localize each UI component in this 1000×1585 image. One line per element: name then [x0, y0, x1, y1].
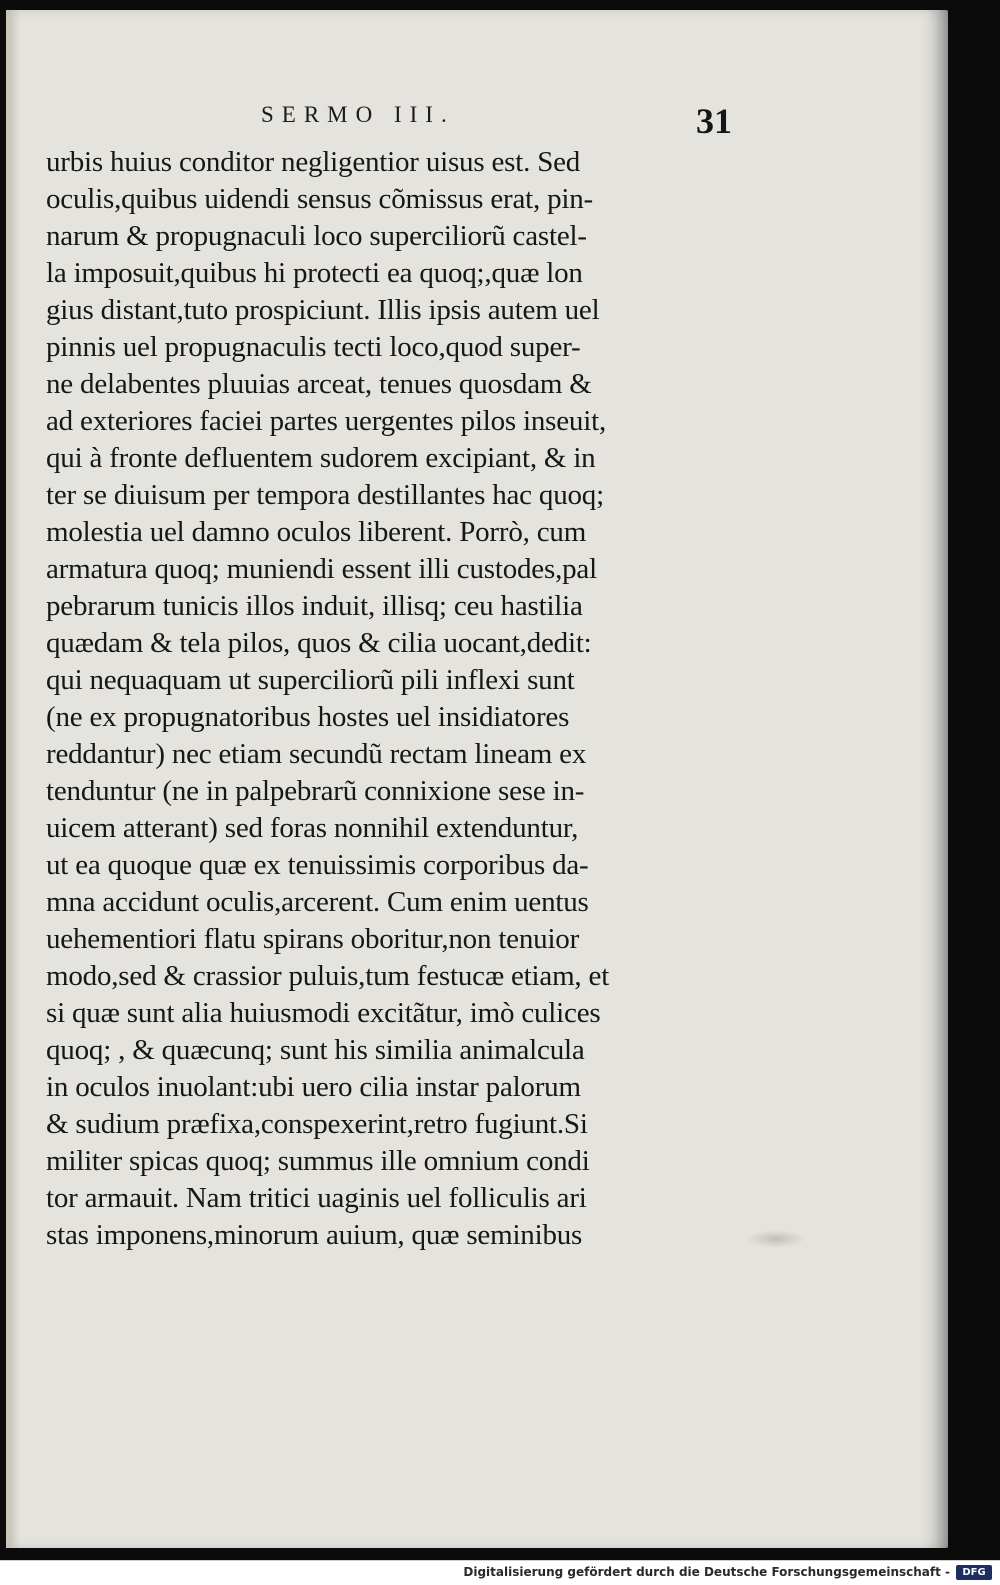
- body-text: [46, 144, 706, 1254]
- text-line: tenduntur (ne in palpebrarũ connixione sese in-: [46, 775, 585, 807]
- text-line: tor armauit. Nam tritici uaginis uel folliculis ari: [46, 1182, 587, 1214]
- page-number: 31: [696, 101, 732, 141]
- text-line: mna accidunt oculis,arcerent. Cum enim uentus: [46, 886, 589, 918]
- text-line: militer spicas quoq; summus ille omnium condi: [46, 1145, 590, 1177]
- dfg-logo-icon: DFG: [956, 1565, 992, 1580]
- text-line: ne delabentes pluuias arceat, tenues quosdam &: [46, 368, 592, 400]
- text-line: ad exteriores faciei partes uergentes pilos inseuit,: [46, 405, 606, 437]
- text-line: quoq; , & quæcunq; sunt his similia animalcula: [46, 1034, 585, 1066]
- text-line: pinnis uel propugnaculis tecti loco,quod super-: [46, 331, 581, 363]
- text-line: oculis,quibus uidendi sensus cõmissus erat, pin-: [46, 183, 593, 215]
- text-line: molestia uel damno oculos liberent. Porrò, cum: [46, 516, 587, 548]
- text-line: modo,sed & crassior puluis,tum festucæ etiam, et: [46, 960, 610, 992]
- text-line: stas imponens,minorum auium, quæ seminibus: [46, 1219, 583, 1251]
- text-line: la imposuit,quibus hi protecti ea quoq;,quæ lon: [46, 257, 583, 289]
- ink-blot: [746, 1230, 806, 1248]
- text-line: uicem atterant) sed foras nonnihil extenduntur,: [46, 812, 579, 844]
- book-page: [6, 10, 948, 1548]
- text-line: narum & propugnaculi loco superciliorũ castel-: [46, 220, 587, 252]
- digitization-footer: [0, 1560, 1000, 1585]
- text-line: uehementiori flatu spirans oboritur,non tenuior: [46, 923, 580, 955]
- text-line: si quæ sunt alia huiusmodi excitãtur, imò culices: [46, 997, 601, 1029]
- running-head: SERMO III.: [261, 102, 455, 127]
- text-line: armatura quoq; muniendi essent illi custodes,pal: [46, 553, 597, 585]
- text-line: gius distant,tuto prospiciunt. Illis ipsis autem uel: [46, 294, 600, 326]
- text-line: pebrarum tunicis illos induit, illisq; ceu hastilia: [46, 590, 583, 622]
- text-line: quædam & tela pilos, quos & cilia uocant,dedit:: [46, 627, 592, 659]
- text-line: qui nequaquam ut superciliorũ pili inflexi sunt: [46, 664, 575, 696]
- text-line: ut ea quoque quæ ex tenuissimis corporibus da-: [46, 849, 589, 881]
- text-line: urbis huius conditor negligentior uisus est. Sed: [46, 146, 581, 178]
- text-line: in oculos inuolant:ubi uero cilia instar palorum: [46, 1071, 581, 1103]
- text-line: (ne ex propugnatoribus hostes uel insidiatores: [46, 701, 570, 733]
- text-line: ter se diuisum per tempora destillantes hac quoq;: [46, 479, 604, 511]
- text-line: qui à fronte defluentem sudorem excipiant, & in: [46, 442, 596, 474]
- footer-credit: Digitalisierung gefördert durch die Deutsche Forschungsgemeinschaft -: [463, 1565, 950, 1579]
- text-line: reddantur) nec etiam secundũ rectam lineam ex: [46, 738, 587, 770]
- text-line: & sudium præfixa,conspexerint,retro fugiunt.Si: [46, 1108, 588, 1140]
